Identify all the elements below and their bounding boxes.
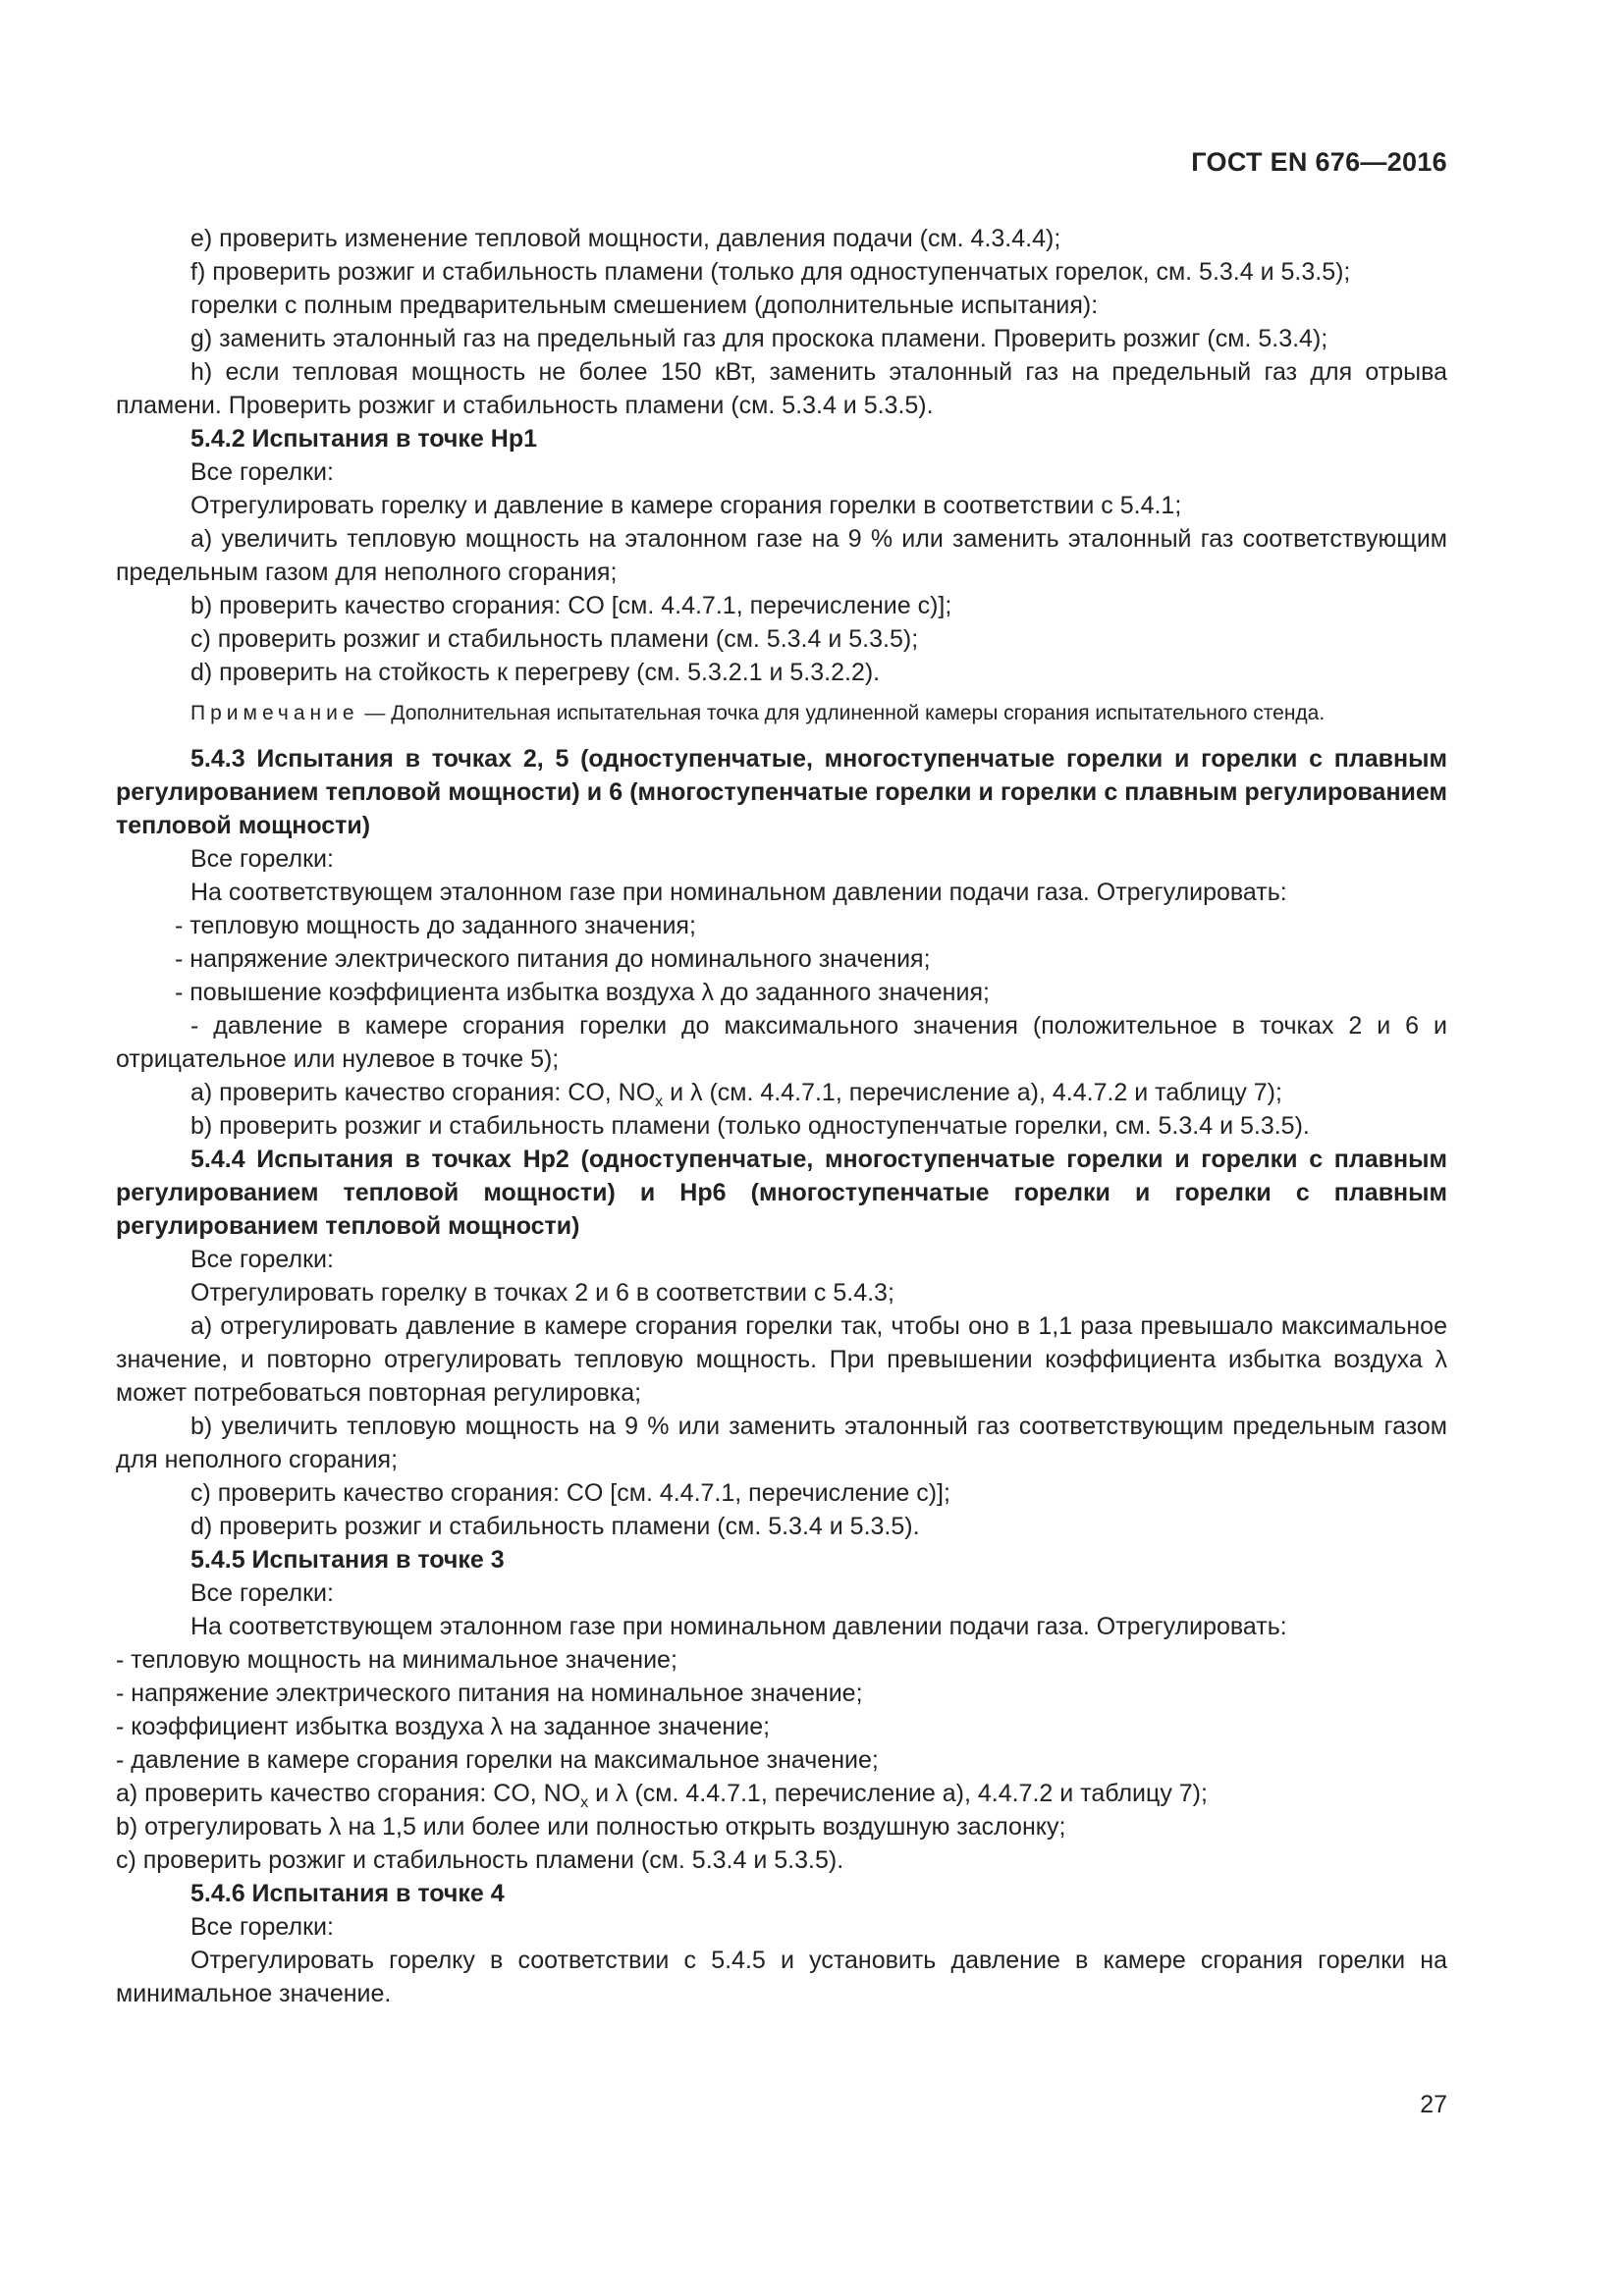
list-item-b: b) отрегулировать λ на 1,5 или более или полностью открыть воздушную заслонку; (116, 1813, 1066, 1841)
section-heading-5-4-5: 5.4.5 Испытания в точке 3 (190, 1546, 505, 1574)
list-item-d: d) проверить на стойкость к перегреву (см. 5.3.2.1 и 5.3.2.2). (190, 659, 881, 686)
paragraph: Отрегулировать горелку в точках 2 и 6 в соответствии с 5.4.3; (190, 1279, 894, 1307)
subscript: x (580, 1794, 589, 1811)
list-item-a: a) увеличить тепловую мощность на эталонном газе на 9 % или заменить эталонный газ соответствующим предельным газом для неполного сгорания; (116, 525, 1447, 586)
page-number: 27 (1420, 2091, 1447, 2118)
list-item-h: h) если тепловая мощность не более 150 кВт, заменить эталонный газ на предельный газ для отрыва пламени. Проверить розжиг и стабильность пламени (см. 5.3.4 и 5.3.5). (116, 358, 1447, 419)
note-text: — Дополнительная испытательная точка для удлиненной камеры сгорания испытательного стенда. (358, 702, 1326, 724)
section-heading-5-4-4: 5.4.4 Испытания в точках Hp2 (одноступенчатые, многоступенчатые горелки и горелки с плавным регулированием тепловой мощности) и Hp6 (многоступенчатые горелки и горелки с плавным регулированием тепловой мощности) (116, 1146, 1447, 1240)
section-heading-5-4-2: 5.4.2 Испытания в точке Hp1 (190, 425, 538, 453)
list-item-b: b) проверить розжиг и стабильность пламени (только одноступенчатые горелки, см. 5.3.4 и 5.3.5). (190, 1112, 1310, 1140)
list-item-g: g) заменить эталонный газ на предельный газ для проскока пламени. Проверить розжиг (см. 5.3.4); (190, 325, 1328, 352)
text-run: a) проверить качество сгорания: CO, NO (116, 1780, 581, 1807)
note (116, 699, 1447, 728)
list-item-a (116, 1076, 1447, 1109)
text-run: и λ (см. 4.4.7.1, перечисление a), 4.4.7.2 и таблицу 7); (663, 1079, 1282, 1106)
paragraph: На соответствующем эталонном газе при номинальном давлении подачи газа. Отрегулировать: (190, 879, 1287, 906)
document-header: ГОСТ EN 676—2016 (1191, 147, 1447, 177)
dash-item: - тепловую мощность до заданного значения; (175, 912, 696, 939)
paragraph: Все горелки: (190, 845, 334, 873)
dash-item: - напряжение электрического питания на номинальное значение; (116, 1680, 863, 1707)
paragraph: Отрегулировать горелку в соответствии с 5.4.5 и установить давление в камере сгорания горелки на минимальное значение. (116, 1947, 1447, 2007)
paragraph: Все горелки: (190, 1913, 334, 1941)
list-item-a: a) отрегулировать давление в камере сгорания горелки так, чтобы оно в 1,1 раза превышало максимальное значение, и повторно отрегулировать тепловую мощность. При превышении коэффициента избытка воздуха λ может потребоваться повторная регулировка; (116, 1312, 1447, 1407)
list-item-b: b) проверить качество сгорания: CO [см. 4.4.7.1, перечисление c)]; (190, 592, 952, 619)
paragraph: Отрегулировать горелку и давление в камере сгорания горелки в соответствии с 5.4.1; (190, 492, 1182, 519)
paragraph: Все горелки: (190, 1246, 334, 1273)
dash-item: - повышение коэффициента избытка воздуха λ до заданного значения; (175, 979, 990, 1006)
list-item-c: c) проверить розжиг и стабильность пламени (см. 5.3.4 и 5.3.5). (116, 1846, 844, 1874)
text-run: a) проверить качество сгорания: CO, NO (190, 1079, 656, 1106)
dash-item: - тепловую мощность на минимальное значение; (116, 1646, 677, 1674)
text-run: и λ (см. 4.4.7.1, перечисление a), 4.4.7.2 и таблицу 7); (588, 1780, 1208, 1807)
dash-item: - давление в камере сгорания горелки на максимальное значение; (116, 1746, 879, 1774)
paragraph: горелки с полным предварительным смешением (дополнительные испытания): (190, 292, 1099, 319)
list-item-b: b) увеличить тепловую мощность на 9 % или заменить эталонный газ соответствующим предельным газом для неполного сгорания; (116, 1413, 1447, 1473)
note-label: Примечание (190, 702, 359, 724)
section-heading-5-4-3: 5.4.3 Испытания в точках 2, 5 (одноступенчатые, многоступенчатые горелки и горелки с плавным регулированием тепловой мощности) и 6 (многоступенчатые горелки и горелки с плавным регулированием тепловой мощности) (116, 745, 1447, 839)
section-heading-5-4-6: 5.4.6 Испытания в точке 4 (190, 1880, 505, 1907)
list-item-e: e) проверить изменение тепловой мощности, давления подачи (см. 4.3.4.4); (190, 225, 1061, 252)
dash-item: - напряжение электрического питания до номинального значения; (175, 945, 931, 973)
list-item-d: d) проверить розжиг и стабильность пламени (см. 5.3.4 и 5.3.5). (190, 1513, 920, 1540)
paragraph: Все горелки: (190, 1579, 334, 1607)
list-item-a (116, 1777, 1447, 1810)
dash-item: - коэффициент избытка воздуха λ на заданное значение; (116, 1713, 771, 1740)
document-body (116, 222, 1447, 2010)
paragraph: Все горелки: (190, 458, 334, 486)
list-item-f: f) проверить розжиг и стабильность пламени (только для одноступенчатых горелок, см. 5.3.4 и 5.3.5); (190, 258, 1351, 286)
list-item-c: c) проверить розжиг и стабильность пламени (см. 5.3.4 и 5.3.5); (190, 625, 919, 653)
dash-item: - давление в камере сгорания горелки до максимального значения (положительное в точках 2 и 6 и отрицательное или нулевое в точке 5); (116, 1012, 1447, 1073)
subscript: x (655, 1094, 664, 1110)
list-item-c: c) проверить качество сгорания: CO [см. 4.4.7.1, перечисление c)]; (190, 1479, 950, 1507)
paragraph: На соответствующем эталонном газе при номинальном давлении подачи газа. Отрегулировать: (190, 1613, 1287, 1640)
